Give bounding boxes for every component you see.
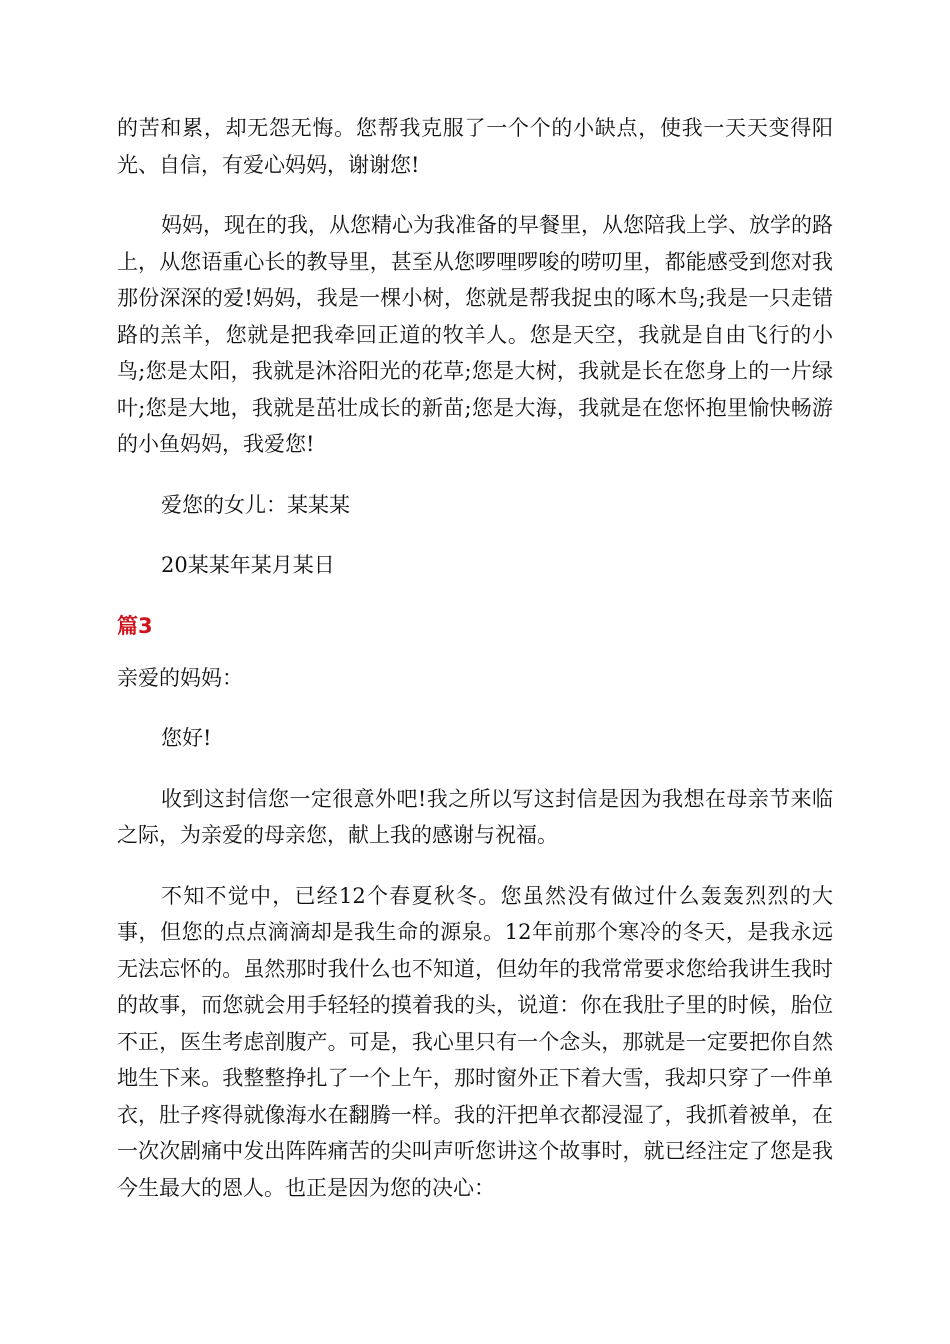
story-paragraph: 不知不觉中，已经12个春夏秋冬。您虽然没有做过什么轰轰烈烈的大事，但您的点点滴滴却是我生命的源泉。12年前那个寒冷的冬天，是我永远无法忘怀的。虽然那时我什么也不知道，但幼年的我常常要求您给我讲生我时的故事，而您就会用手轻轻的摸着我的头，说道：你在我肚子里的时候，胎位不正，医生考虑剖腹产。可是，我心里只有一个念头，那就是一定要把你自然地生下来。我整整挣扎了一个上午，那时窗外正下着大雪，我却只穿了一件单衣，肚子疼得就像海水在翻腾一样。我的汗把单衣都浸湿了，我抓着被单，在一次次剧痛中发出阵阵痛苦的尖叫声听您讲这个故事时，就已经注定了您是我今生最大的恩人。也正是因为您的决心： xyxy=(117,883,833,1200)
section-heading: 篇3 xyxy=(117,613,153,638)
love-paragraph: 妈妈，现在的我，从您精心为我准备的早餐里，从您陪我上学、放学的路上，从您语重心长的教导里，甚至从您啰哩啰唆的唠叨里，都能感受到您对我那份深深的爱!妈妈，我是一棵小树，您就是帮我捉虫的啄木鸟;我是一只走错路的羔羊，您就是把我牵回正道的牧羊人。您是天空，我就是自由飞行的小鸟;您是太阳，我就是沐浴阳光的花草;您是大树，我就是长在您身上的一片绿叶;您是大地，我就是茁壮成长的新苗;您是大海，我就是在您怀抱里愉快畅游的小鱼妈妈，我爱您! xyxy=(117,213,833,456)
signature: 爱您的女儿：某某某 xyxy=(161,492,350,517)
salutation: 亲爱的妈妈： xyxy=(117,665,243,690)
document-page xyxy=(117,110,833,1206)
letter-date: 20某某年某月某日 xyxy=(161,553,335,577)
intro-paragraph: 收到这封信您一定很意外吧!我之所以写这封信是因为我想在母亲节来临之际，为亲爱的母亲您，献上我的感谢与祝福。 xyxy=(117,786,833,847)
continuation-paragraph: 的苦和累，却无怨无悔。您帮我克服了一个个的小缺点，使我一天天变得阳光、自信，有爱心妈妈，谢谢您! xyxy=(117,116,833,177)
greeting: 您好! xyxy=(161,726,212,750)
